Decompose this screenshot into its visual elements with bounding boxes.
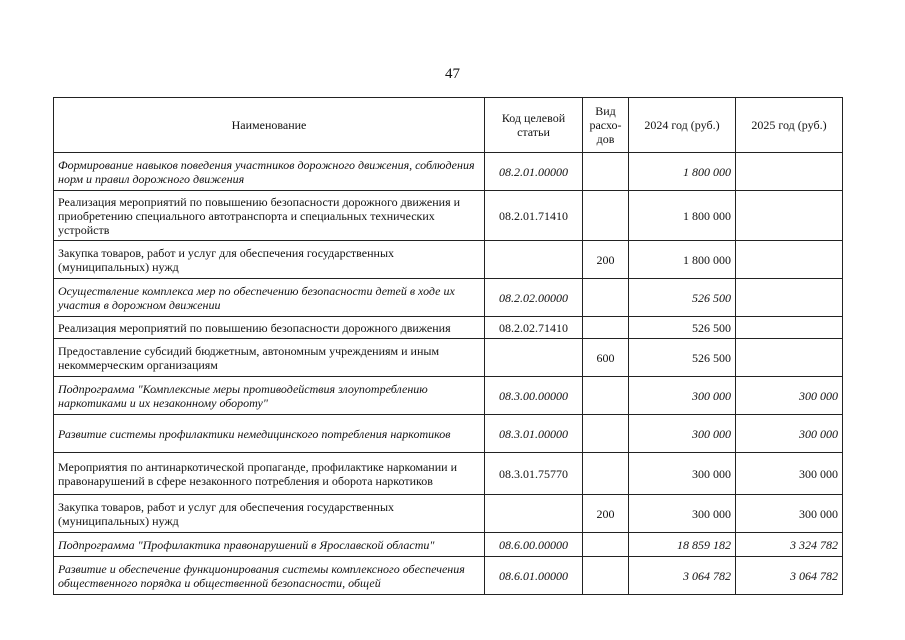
cell-code: 08.6.01.00000: [485, 557, 583, 595]
cell-name: Закупка товаров, работ и услуг для обеспечения государственных (муниципальных) нужд: [54, 241, 485, 279]
cell-2025: 300 000: [736, 453, 843, 495]
header-code: Код целевой статьи: [485, 98, 583, 153]
cell-2024: 300 000: [629, 415, 736, 453]
cell-name: Развитие системы профилактики немедицинского потребления наркотиков: [54, 415, 485, 453]
cell-2024: 1 800 000: [629, 153, 736, 191]
cell-name: Развитие и обеспечение функционирования системы комплексного обеспечения общественного порядка и общественной безопасности, общей: [54, 557, 485, 595]
cell-2025: 300 000: [736, 495, 843, 533]
cell-name: Реализация мероприятий по повышению безопасности дорожного движения: [54, 317, 485, 339]
cell-code: [485, 495, 583, 533]
table-row: [54, 453, 843, 495]
cell-2024: 3 064 782: [629, 557, 736, 595]
cell-kind: [583, 279, 629, 317]
table-body: [54, 153, 843, 595]
table-row: [54, 279, 843, 317]
cell-code: [485, 339, 583, 377]
cell-2025: [736, 279, 843, 317]
cell-2025: 300 000: [736, 377, 843, 415]
cell-2025: [736, 241, 843, 279]
cell-code: 08.2.02.71410: [485, 317, 583, 339]
cell-2025: [736, 191, 843, 241]
cell-kind: 600: [583, 339, 629, 377]
cell-kind: [583, 415, 629, 453]
cell-name: Реализация мероприятий по повышению безопасности дорожного движения и приобретению специального автотранспорта и специальных технических устройств: [54, 191, 485, 241]
page-number: 47: [445, 66, 460, 82]
table-row: [54, 533, 843, 557]
cell-2025: 3 064 782: [736, 557, 843, 595]
cell-code: 08.6.00.00000: [485, 533, 583, 557]
table-row: [54, 377, 843, 415]
cell-name: Закупка товаров, работ и услуг для обеспечения государственных (муниципальных) нужд: [54, 495, 485, 533]
cell-2024: 300 000: [629, 495, 736, 533]
table-row: [54, 153, 843, 191]
cell-kind: 200: [583, 495, 629, 533]
cell-2025: [736, 153, 843, 191]
table-row: [54, 415, 843, 453]
cell-code: 08.3.01.75770: [485, 453, 583, 495]
cell-code: 08.2.01.00000: [485, 153, 583, 191]
header-2025: 2025 год (руб.): [736, 98, 843, 153]
cell-code: 08.3.01.00000: [485, 415, 583, 453]
table-row: [54, 317, 843, 339]
cell-2025: 300 000: [736, 415, 843, 453]
cell-2024: 1 800 000: [629, 191, 736, 241]
table-row: [54, 339, 843, 377]
cell-name: Формирование навыков поведения участников дорожного движения, соблюдения норм и правил дорожного движения: [54, 153, 485, 191]
cell-code: 08.2.02.00000: [485, 279, 583, 317]
table-row: [54, 495, 843, 533]
table-row: [54, 557, 843, 595]
header-kind: Вид расхо-дов: [583, 98, 629, 153]
header-name: Наименование: [54, 98, 485, 153]
cell-kind: [583, 557, 629, 595]
cell-2025: [736, 339, 843, 377]
cell-kind: [583, 317, 629, 339]
cell-name: Подпрограмма "Комплексные меры противодействия злоупотреблению наркотиками и их незаконному обороту": [54, 377, 485, 415]
table-row: [54, 241, 843, 279]
cell-2024: 526 500: [629, 279, 736, 317]
cell-code: [485, 241, 583, 279]
cell-kind: [583, 533, 629, 557]
cell-kind: [583, 453, 629, 495]
cell-2024: 1 800 000: [629, 241, 736, 279]
cell-2024: 18 859 182: [629, 533, 736, 557]
table-row: [54, 191, 843, 241]
cell-kind: 200: [583, 241, 629, 279]
cell-name: Предоставление субсидий бюджетным, автономным учреждениям и иным некоммерческим организациям: [54, 339, 485, 377]
cell-2024: 300 000: [629, 377, 736, 415]
cell-2025: 3 324 782: [736, 533, 843, 557]
cell-name: Мероприятия по антинаркотической пропаганде, профилактике наркомании и правонарушений в сфере незаконного потребления и оборота наркотиков: [54, 453, 485, 495]
cell-2024: 300 000: [629, 453, 736, 495]
cell-code: 08.2.01.71410: [485, 191, 583, 241]
cell-code: 08.3.00.00000: [485, 377, 583, 415]
cell-kind: [583, 377, 629, 415]
cell-name: Подпрограмма "Профилактика правонарушений в Ярославской области": [54, 533, 485, 557]
cell-2025: [736, 317, 843, 339]
budget-table: [53, 97, 843, 595]
cell-kind: [583, 191, 629, 241]
header-2024: 2024 год (руб.): [629, 98, 736, 153]
cell-kind: [583, 153, 629, 191]
cell-2024: 526 500: [629, 317, 736, 339]
cell-name: Осуществление комплекса мер по обеспечению безопасности детей в ходе их участия в дорожном движении: [54, 279, 485, 317]
table-header-row: [54, 98, 843, 153]
cell-2024: 526 500: [629, 339, 736, 377]
